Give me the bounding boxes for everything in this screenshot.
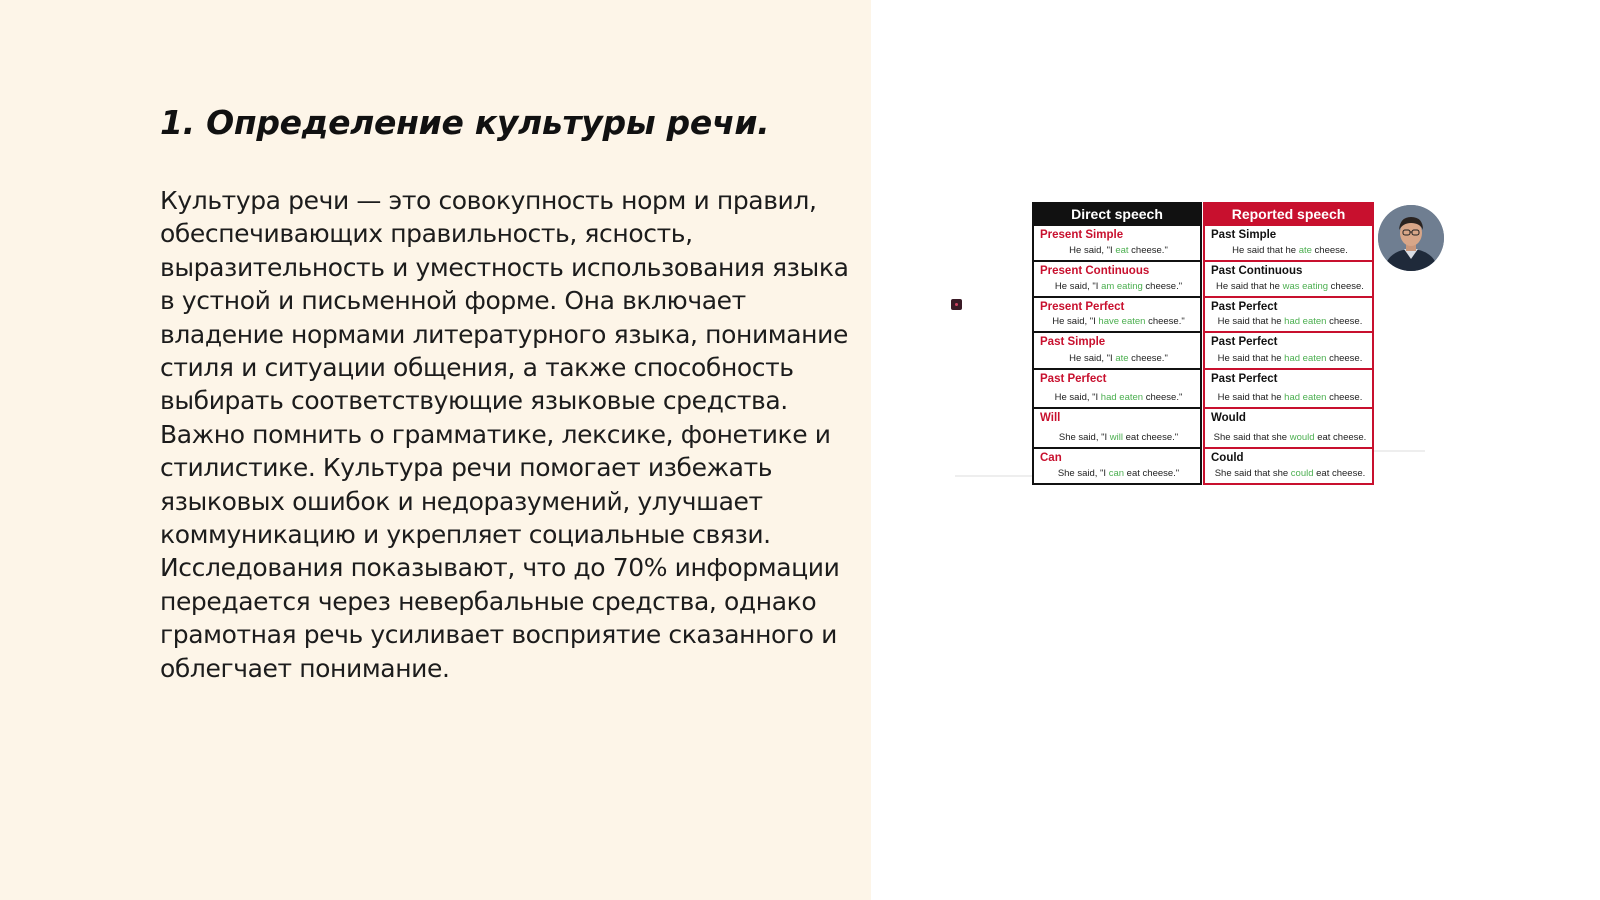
reported-example-text: cheese. (1326, 316, 1363, 327)
reported-example-text: He said that he (1217, 392, 1285, 403)
reported-tense-label: Past Continuous (1211, 265, 1303, 277)
reported-example-sentence (1211, 281, 1369, 292)
direct-tense-label: Past Simple (1040, 336, 1106, 348)
marker-icon (951, 299, 962, 310)
slide-title: 1. Определение культуры речи. (160, 103, 770, 142)
direct-verb-highlight: can (1108, 468, 1125, 479)
reported-speech-cell (1205, 447, 1372, 483)
direct-example-text: He said, "I (1069, 353, 1116, 364)
reported-example-text: cheese. (1326, 392, 1363, 403)
presenter-avatar (1378, 205, 1444, 271)
reported-verb-highlight: had eaten (1284, 316, 1327, 327)
reported-example-text: He said that he (1232, 245, 1299, 256)
reported-example-sentence (1211, 468, 1369, 479)
direct-example-text: She said, "I (1058, 432, 1110, 443)
divider-line (1365, 450, 1425, 452)
reported-tense-label: Could (1211, 452, 1244, 464)
reported-example-text: She said that she (1214, 468, 1291, 479)
direct-verb-highlight: had eaten (1100, 392, 1144, 403)
reported-example-text: cheese. (1328, 281, 1364, 292)
reported-example-sentence (1211, 245, 1369, 256)
reported-example-text: She said that she (1213, 432, 1290, 443)
divider-line (955, 475, 1035, 477)
reported-speech-cell (1205, 260, 1372, 296)
direct-tense-label: Present Simple (1040, 229, 1124, 241)
reported-verb-highlight: had eaten (1284, 392, 1327, 403)
direct-example-text: She said, "I (1057, 468, 1109, 479)
direct-example-text: cheese." (1128, 353, 1168, 364)
reported-tense-label: Past Perfect (1211, 373, 1278, 385)
reported-example-text: He said that he (1217, 316, 1285, 327)
reported-tense-label: Past Simple (1211, 229, 1277, 241)
reported-speech-cell (1205, 296, 1372, 331)
direct-speech-cell (1034, 368, 1200, 407)
reported-speech-header: Reported speech (1205, 204, 1372, 224)
reported-example-sentence (1211, 353, 1369, 364)
direct-verb-highlight: am eating (1101, 281, 1143, 292)
direct-example-text: cheese." (1145, 316, 1185, 327)
direct-example-text: cheese." (1142, 281, 1183, 292)
direct-example-text: eat cheese." (1122, 432, 1179, 443)
direct-tense-label: Present Continuous (1040, 265, 1150, 277)
reported-tense-label: Past Perfect (1211, 336, 1278, 348)
reported-verb-highlight: ate (1298, 245, 1312, 256)
direct-tense-label: Present Perfect (1040, 301, 1125, 313)
direct-tense-label: Can (1040, 452, 1062, 464)
direct-example-text: eat cheese." (1124, 468, 1180, 479)
reported-example-sentence (1211, 316, 1369, 327)
direct-example-sentence (1040, 432, 1197, 443)
reported-speech-cell (1205, 331, 1372, 368)
direct-example-text: He said, "I (1052, 316, 1099, 327)
direct-verb-highlight: ate (1115, 353, 1129, 364)
direct-example-text: He said, "I (1054, 281, 1102, 292)
direct-verb-highlight: will (1109, 432, 1123, 443)
direct-example-sentence (1040, 316, 1197, 327)
reported-speech-cell (1205, 224, 1372, 260)
reported-example-text: cheese. (1326, 353, 1363, 364)
reported-verb-highlight: was eating (1282, 281, 1329, 292)
reported-verb-highlight: could (1290, 468, 1314, 479)
reported-verb-highlight: had eaten (1284, 353, 1327, 364)
direct-speech-cell (1034, 331, 1200, 368)
direct-tense-label: Past Perfect (1040, 373, 1107, 385)
reported-verb-highlight: would (1289, 432, 1315, 443)
reported-example-text: eat cheese. (1314, 432, 1367, 443)
reported-tense-label: Would (1211, 412, 1246, 424)
direct-example-sentence (1040, 245, 1197, 256)
direct-speech-cell (1034, 447, 1200, 483)
direct-example-text: cheese." (1128, 245, 1168, 256)
direct-verb-highlight: eat (1115, 245, 1129, 256)
direct-example-sentence (1040, 353, 1197, 364)
direct-speech-column (1032, 202, 1202, 485)
reported-example-text: He said that he (1217, 353, 1285, 364)
direct-example-text: cheese." (1143, 392, 1183, 403)
direct-speech-header: Direct speech (1034, 204, 1200, 224)
direct-tense-label: Will (1040, 412, 1061, 424)
person-avatar-icon (1378, 205, 1444, 271)
reported-speech-cell (1205, 407, 1372, 447)
direct-verb-highlight: have eaten (1098, 316, 1146, 327)
direct-speech-cell (1034, 224, 1200, 260)
reported-example-text: He said that he (1216, 281, 1283, 292)
direct-speech-cell (1034, 260, 1200, 296)
reported-example-text: eat cheese. (1313, 468, 1366, 479)
direct-example-sentence (1040, 281, 1197, 292)
reported-example-sentence (1211, 432, 1369, 443)
reported-speech-column (1203, 202, 1374, 485)
slide-body-text: Культура речи — это совокупность норм и правил, обеспечивающих правильность, ясность, выразительность и уместность использования языка в устной и письменной форме. Она включает владение нормами литературного языка, понимание стиля и ситуации общения, а также способность выбирать соответствующие языковые средства. Важно помнить о грамматике, лексике, фонетике и стилистике. Культура речи помогает избежать языковых ошибок и недоразумений, улучшает коммуникацию и укрепляет социальные связи. Исследования показывают, что до 70% информации передается через невербальные средства, однако грамотная речь усиливает восприятие сказанного и облегчает понимание. (160, 186, 849, 683)
direct-speech-cell (1034, 296, 1200, 331)
direct-example-sentence (1040, 392, 1197, 403)
direct-example-sentence (1040, 468, 1197, 479)
direct-example-text: He said, "I (1069, 245, 1116, 256)
direct-speech-cell (1034, 407, 1200, 447)
reported-example-sentence (1211, 392, 1369, 403)
reported-speech-cell (1205, 368, 1372, 407)
reported-example-text: cheese. (1311, 245, 1348, 256)
reported-tense-label: Past Perfect (1211, 301, 1278, 313)
direct-example-text: He said, "I (1054, 392, 1101, 403)
